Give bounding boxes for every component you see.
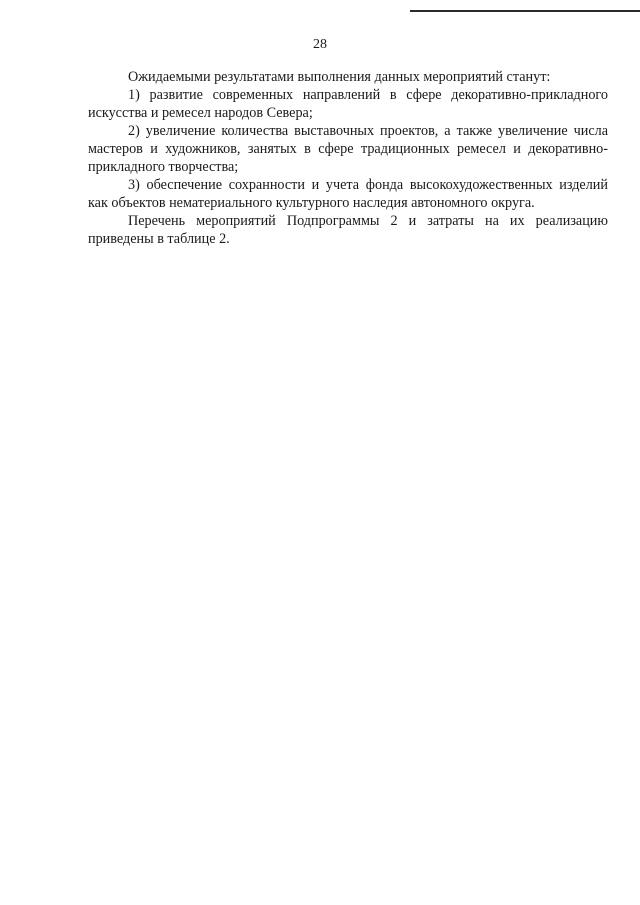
paragraph-item-1: 1) развитие современных направлений в сфере декоративно-прикладного искусства и ремесел народов Севера; (88, 87, 608, 121)
paragraph-conclusion: Перечень мероприятий Подпрограммы 2 и затраты на их реализацию приведены в таблице 2. (88, 213, 608, 247)
scan-edge-line (410, 10, 640, 12)
document-body (88, 68, 608, 248)
paragraph-intro: Ожидаемыми результатами выполнения данных мероприятий станут: (128, 69, 551, 85)
page-number: 28 (313, 37, 327, 52)
paragraph-item-2: 2) увеличение количества выставочных проектов, а также увеличение числа мастеров и художников, занятых в сфере традиционных ремесел и декоративно-прикладного творчества; (88, 123, 608, 175)
paragraph-item-3: 3) обеспечение сохранности и учета фонда высокохудожественных изделий как объектов нематериального культурного наследия автономного округа. (88, 177, 608, 211)
